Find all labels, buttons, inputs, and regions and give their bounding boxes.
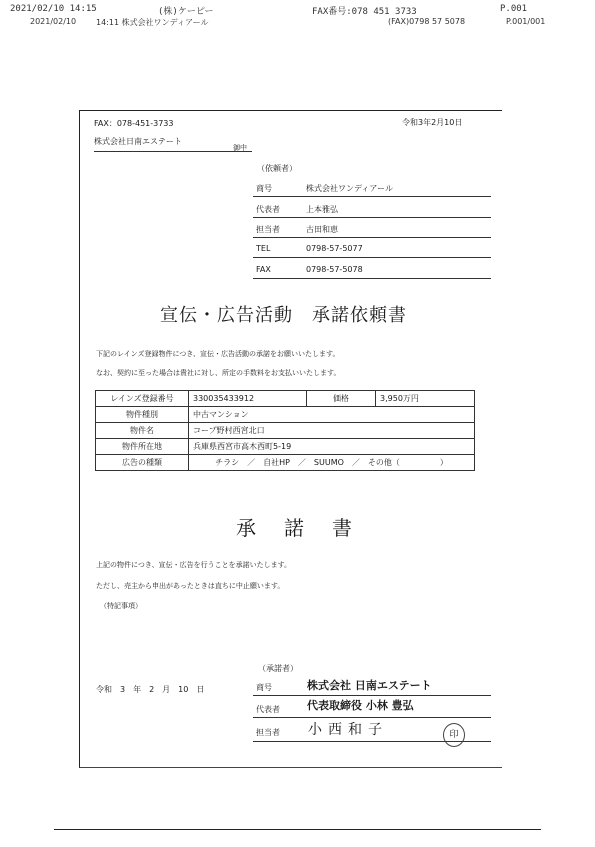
table-row (96, 423, 475, 439)
property-name: コープ野村西宮北口 (189, 423, 475, 439)
requester-label-company: 商号 (256, 184, 272, 193)
requester-fax: 0798-57-5078 (306, 265, 363, 274)
consenter-representative: 代表取締役 小林 豊弘 (307, 699, 414, 712)
requester-label-tel: TEL (256, 244, 271, 253)
property-type-label: 物件種別 (96, 407, 189, 423)
table-row (96, 439, 475, 455)
property-address: 兵庫県西宮市高木西町5-19 (189, 439, 475, 455)
requester-divider (253, 237, 491, 238)
consenter-divider (253, 695, 491, 696)
consent-line-1: 上記の物件につき、宣伝・広告を行うことを承諾いたします。 (96, 561, 292, 569)
recipient-name: 株式会社日南エステート (94, 137, 182, 146)
property-type: 中古マンション (189, 407, 475, 423)
requester-divider (253, 217, 491, 218)
requester-divider (253, 257, 491, 258)
requester-heading: （依頼者） (257, 164, 297, 173)
consent-date: 令和 3 年 2 月 10 日 (96, 685, 205, 694)
fax-header-sender: (株)ケーピー (158, 7, 214, 17)
fax-header-fax-number: FAX番号:078 451 3733 (312, 7, 417, 17)
reins-number-label: レインズ登録番号 (96, 391, 189, 407)
price-value: 3,950万円 (376, 391, 475, 407)
price-label: 価格 (307, 391, 376, 407)
consenter-label-contact: 担当者 (256, 728, 280, 737)
consenter-company: 株式会社 日南エステート (307, 679, 432, 692)
ad-types: チラシ ／ 自社HP ／ SUUMO ／ その他（ ） (189, 455, 475, 471)
fax-header-fax-number-2: (FAX)0798 57 5078 (388, 17, 466, 26)
requester-company: 株式会社ワンディアール (306, 184, 393, 193)
document-title: 宣伝・広告活動 承諾依頼書 (160, 305, 407, 326)
property-address-label: 物件所在地 (96, 439, 189, 455)
requester-label-representative: 代表者 (256, 205, 280, 214)
property-table (95, 390, 475, 471)
consent-title: 承 諾 書 (236, 516, 356, 540)
recipient-honorific: 御中 (233, 144, 247, 152)
fax-header-date-2: 2021/02/10 (30, 17, 77, 26)
intro-line-1: 下記のレインズ登録物件につき、宣伝・広告活動の承諾をお願いいたします。 (96, 350, 340, 358)
requester-label-fax: FAX (256, 265, 271, 274)
recipient-underline (94, 151, 252, 152)
requester-divider (253, 278, 491, 279)
requester-label-contact: 担当者 (256, 225, 280, 234)
fax-header-sender-2: 14:11 株式会社ワンディアール (96, 18, 209, 27)
seal-stamp: 印 (443, 723, 465, 747)
requester-contact: 古田和恵 (306, 225, 338, 234)
intro-line-2: なお、契約に至った場合は貴社に対し、所定の手数料をお支払いいたします。 (96, 369, 341, 377)
recipient-fax: FAX：078-451-3733 (94, 119, 174, 128)
requester-tel: 0798-57-5077 (306, 244, 363, 253)
special-terms: （特記事項） (100, 602, 142, 610)
document-date: 令和3年2月10日 (402, 118, 463, 127)
fax-header-page: P.001 (500, 4, 528, 14)
fax-header-page-2: P.001/001 (506, 17, 546, 26)
consenter-label-representative: 代表者 (256, 705, 280, 714)
consenter-divider (253, 717, 491, 718)
consenter-contact-signature: 小西和子 (308, 722, 388, 738)
page-bottom-rule (54, 829, 541, 830)
ad-type-label: 広告の種類 (96, 455, 189, 471)
requester-divider (253, 196, 491, 197)
requester-representative: 上本雅弘 (306, 205, 338, 214)
consenter-heading: （承諾者） (258, 664, 298, 673)
consenter-label-company: 商号 (256, 683, 272, 692)
property-name-label: 物件名 (96, 423, 189, 439)
consent-line-2: ただし、売主から申出があったときは直ちに中止願います。 (96, 582, 285, 590)
table-row (96, 407, 475, 423)
table-row (96, 455, 475, 471)
fax-header-timestamp: 2021/02/10 14:15 (10, 4, 97, 14)
reins-number: 330035433912 (189, 391, 307, 407)
table-row (96, 391, 475, 407)
consenter-divider (253, 741, 491, 742)
